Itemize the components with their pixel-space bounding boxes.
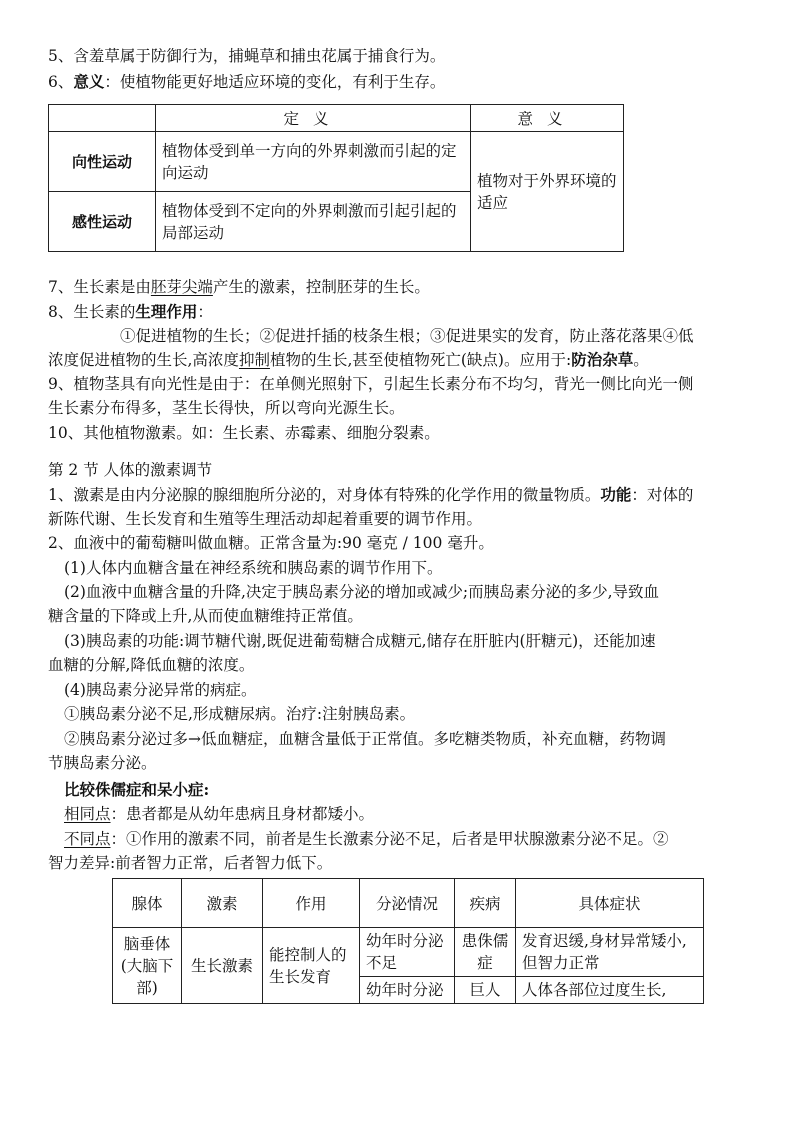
- table-header-row: [113, 879, 704, 928]
- item-7-text: 7、生长素是由: [48, 278, 151, 296]
- item-5: 5、含羞草属于防御行为，捕蝇草和捕虫花属于捕食行为。: [48, 47, 446, 65]
- sub-item-3-line-1: (3)胰岛素的功能:调节糖代谢,既促进葡萄糖合成糖元,储存在肝脏内(肝糖元)，还能加速: [64, 632, 656, 650]
- disease-cell: 患侏儒症: [455, 928, 516, 977]
- same-text: ：患者都是从幼年患病且身材都矮小。: [110, 805, 375, 823]
- function-cell: 能控制人的生长发育: [263, 928, 360, 1004]
- table-header-cell: 作用: [263, 879, 360, 928]
- item-7-text-end: 产生的激素，控制胚芽的生长。: [212, 278, 430, 296]
- sub-item-4b-line-1: ②胰岛素分泌过多→低血糖症，血糖含量低于正常值。多吃糖类物质，补充血糖，药物调: [64, 730, 666, 748]
- section2-item-1-line-1: [48, 483, 754, 507]
- section-title: 第 2 节 人体的激素调节: [48, 461, 213, 479]
- diff-label: 不同点: [64, 830, 111, 848]
- same-point: [64, 802, 754, 826]
- table-header-cell: 具体症状: [516, 879, 704, 928]
- row-definition: 植物体受到不定向的外界刺激而引起引起的局部运动: [156, 192, 471, 252]
- table-row: [113, 928, 704, 977]
- meaning-cell: 植物对于外界环境的适应: [471, 132, 624, 252]
- auxin-effects-line-1: ①促进植物的生长；②促进扦插的枝条生根；③促进果实的发育，防止落花落果④低: [120, 327, 694, 345]
- same-label: 相同点: [64, 805, 111, 823]
- disease-cell: 巨人: [455, 977, 516, 1004]
- item-6: [48, 70, 754, 94]
- section2-item-1-line-2: 新陈代谢、生长发育和生殖等生理活动却起着重要的调节作用。: [48, 510, 483, 528]
- sub-item-2-line-1: (2)血液中血糖含量的升降,决定于胰岛素分泌的增加或减少;而胰岛素分泌的多少,导致血: [64, 583, 660, 601]
- table-header-cell: 腺体: [113, 879, 182, 928]
- sub-item-1: (1)人体内血糖含量在神经系统和胰岛素的调节作用下。: [64, 559, 443, 577]
- row-definition: 植物体受到单一方向的外界刺激而引起的定向运动: [156, 132, 471, 192]
- plant-movement-table: [48, 104, 624, 252]
- item-7-underlined: 胚芽尖端: [150, 278, 213, 296]
- item-9-line-2: 生长素分布得多，茎生长得快，所以弯向光源生长。: [48, 399, 405, 417]
- section2-item-2: 2、血液中的葡萄糖叫做血糖。正常含量为:90 毫克 / 100 毫升。: [48, 534, 494, 552]
- sub-item-3-line-2: 血糖的分解,降低血糖的浓度。: [48, 656, 255, 674]
- effects-text: 植物的生长,甚至使植物死亡(缺点)。应用于:: [269, 351, 572, 369]
- item-text: 1、激素是由内分泌腺的腺细胞所分泌的，对身体有特殊的化学作用的微量物质。: [48, 486, 601, 504]
- item-6-text: ：使植物能更好地适应环境的变化，有利于生存。: [104, 73, 446, 91]
- hormone-table: [112, 878, 704, 1004]
- item-10: 10、其他植物激素。如：生长素、赤霉素、细胞分裂素。: [48, 424, 440, 442]
- table-header-cell: 疾病: [455, 879, 516, 928]
- item-6-term: 意义: [73, 72, 105, 91]
- table-header-cell: 意义: [471, 105, 624, 132]
- secretion-cell: 幼年时分泌: [360, 977, 455, 1004]
- item-8-text: 8、生长素的: [48, 303, 136, 321]
- row-name: 感性运动: [49, 192, 156, 252]
- effects-bold: 防治杂草: [571, 350, 634, 369]
- item-7: [48, 275, 754, 299]
- sub-item-4: (4)胰岛素分泌异常的病症。: [64, 681, 257, 699]
- sub-item-2-line-2: 糖含量的下降或上升,从而使血糖维持正常值。: [48, 607, 363, 625]
- item-9-line-1: 9、植物茎具有向光性是由于：在单侧光照射下，引起生长素分布不均匀，背光一侧比向光一侧: [48, 375, 694, 393]
- table-header-cell: 定义: [156, 105, 471, 132]
- sub-item-4a: ①胰岛素分泌不足,形成糖尿病。治疗:注射胰岛素。: [64, 705, 416, 723]
- auxin-effects-line-2: [48, 348, 754, 372]
- table-header-cell: 激素: [182, 879, 263, 928]
- secretion-cell: 幼年时分泌不足: [360, 928, 455, 977]
- table-header-cell: 分泌情况: [360, 879, 455, 928]
- item-term: 功能: [600, 485, 632, 504]
- table-header-cell: [49, 105, 156, 132]
- item-text: ：对体的: [631, 486, 694, 504]
- hormone-cell: 生长激素: [182, 928, 263, 1004]
- diff-point-line-2: 智力差异:前者智力正常，后者智力低下。: [48, 854, 333, 872]
- gland-cell: 脑垂体(大脑下部): [113, 928, 182, 1004]
- table-row: [49, 132, 624, 192]
- compare-title: 比较侏儒症和呆小症:: [64, 780, 210, 799]
- symptom-cell: 人体各部位过度生长,: [516, 977, 704, 1004]
- effects-period: 。: [633, 351, 649, 369]
- item-8-colon: ：: [197, 303, 213, 321]
- effects-text: 浓度促进植物的生长,高浓度: [48, 351, 239, 369]
- sub-item-4b-line-2: 节胰岛素分泌。: [48, 754, 157, 772]
- item-6-number: 6、: [48, 73, 74, 91]
- row-name: 向性运动: [49, 132, 156, 192]
- effects-underlined: 抑制: [238, 351, 270, 369]
- diff-text: ：①作用的激素不同，前者是生长激素分泌不足，后者是甲状腺激素分泌不足。②: [110, 830, 669, 848]
- symptom-cell: 发育迟缓,身材异常矮小,但智力正常: [516, 928, 704, 977]
- diff-point-line-1: [64, 827, 754, 851]
- item-8-term: 生理作用: [135, 302, 198, 321]
- item-8: [48, 300, 754, 324]
- table-header-row: [49, 105, 624, 132]
